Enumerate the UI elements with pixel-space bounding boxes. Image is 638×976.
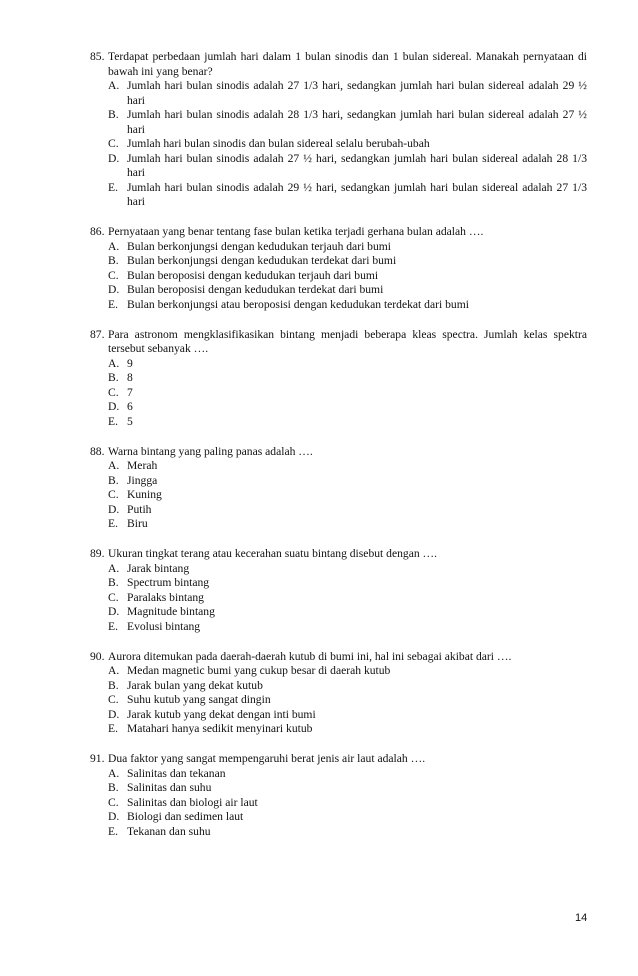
question-stem [90,445,587,460]
option-letter: C. [108,137,119,150]
option-letter: A. [108,356,120,370]
option-letter: C. [108,488,119,501]
option-e [108,298,587,313]
option-text: Jingga [127,473,158,487]
question-list [90,50,587,855]
option-e [108,825,587,840]
question-91 [90,752,587,839]
option-b [108,474,587,489]
option-letter: A. [108,239,120,253]
question-text: Pernyataan yang benar tentang fase bulan ketika terjadi gerhana bulan adalah …. [108,225,484,238]
option-text: Biru [127,517,148,530]
option-b [108,576,587,591]
option-b [108,254,587,269]
option-b [108,679,587,694]
option-b [108,108,587,137]
option-text: Matahari hanya sedikit menyinari kutub [127,722,313,735]
option-text: Salinitas dan suhu [127,781,212,794]
option-text: Tekanan dan suhu [127,824,211,838]
option-letter: A. [108,459,120,472]
option-letter: D. [108,810,120,823]
option-d [108,503,587,518]
option-letter: D. [108,400,120,413]
question-stem [90,225,587,240]
option-d [108,605,587,620]
option-e [108,181,587,210]
question-number: 85. [90,50,105,63]
question-86 [90,225,587,312]
question-stem [90,752,587,767]
option-text: Biologi dan sedimen laut [127,810,244,823]
option-letter: C. [108,590,119,604]
question-stem [90,547,587,562]
option-c [108,591,587,606]
option-text: Merah [127,459,158,472]
question-85 [90,50,587,210]
option-letter: E. [108,619,118,633]
option-text: 8 [127,371,133,384]
question-number: 88. [90,444,105,458]
option-text: Medan magnetic bumi yang cukup besar di daerah kutub [127,664,391,677]
option-c [108,269,587,284]
option-b [108,781,587,796]
option-text: 9 [127,356,133,370]
option-letter: C. [108,385,119,399]
option-text: Jumlah hari bulan sinodis adalah 27 ½ hari, sedangkan jumlah hari bulan sidereal adalah 28 1/3 hari [127,151,587,179]
option-letter: B. [108,781,119,794]
option-letter: C. [108,693,119,706]
option-letter: E. [108,297,118,311]
question-88 [90,445,587,532]
option-text: Salinitas dan tekanan [127,766,226,780]
option-a [108,240,587,255]
option-text: Bulan beroposisi dengan kedudukan terjauh dari bumi [127,268,379,282]
option-b [108,371,587,386]
option-text: Spectrum bintang [127,576,210,589]
option-c [108,693,587,708]
question-number: 90. [90,649,105,663]
question-87 [90,328,587,430]
option-letter: B. [108,678,119,692]
question-stem [90,650,587,665]
option-letter: B. [108,576,119,589]
question-text: Aurora ditemukan pada daerah-daerah kutub di bumi ini, hal ini sebagai akibat dari …. [108,649,512,663]
option-a [108,459,587,474]
option-a [108,79,587,108]
option-text: Kuning [127,488,162,501]
question-90 [90,650,587,737]
option-a [108,562,587,577]
option-text: Jumlah hari bulan sinodis adalah 29 ½ hari, sedangkan jumlah hari bulan sidereal adalah 27 1/3 hari [127,180,587,208]
option-a [108,664,587,679]
question-text: Dua faktor yang sangat mempengaruhi berat jenis air laut adalah …. [108,752,426,765]
option-letter: D. [108,605,120,618]
option-e [108,620,587,635]
option-text: 5 [127,414,133,428]
option-e [108,517,587,532]
option-letter: C. [108,268,119,282]
option-letter: D. [108,283,120,296]
option-e [108,722,587,737]
option-text: Jumlah hari bulan sinodis dan bulan sidereal selalu berubah-ubah [127,137,430,150]
option-text: Jarak bintang [127,561,190,575]
option-d [108,400,587,415]
question-text: Warna bintang yang paling panas adalah …. [108,444,313,458]
option-d [108,708,587,723]
question-number: 87. [90,327,105,341]
option-text: Bulan beroposisi dengan kedudukan terdekat dari bumi [127,283,384,296]
question-text: Ukuran tingkat terang atau kecerahan suatu bintang disebut dengan …. [108,547,438,560]
option-letter: E. [108,414,118,428]
option-c [108,137,587,152]
question-text: Para astronom mengklasifikasikan bintang menjadi beberapa kleas spectra. Jumlah kelas spektra tersebut sebanyak …. [108,327,587,355]
option-text: Putih [127,502,152,516]
option-letter: A. [108,561,120,575]
option-letter: D. [108,151,120,165]
option-letter: E. [108,517,118,530]
option-text: Bulan berkonjungsi dengan kedudukan terdekat dari bumi [127,254,397,267]
option-letter: E. [108,722,118,735]
option-letter: E. [108,824,118,838]
page-number: 14 [575,912,588,924]
option-letter: D. [108,707,120,721]
option-text: Bulan berkonjungsi atau beroposisi dengan kedudukan terdekat dari bumi [127,297,469,311]
option-text: 6 [127,400,133,413]
option-letter: A. [108,79,120,92]
option-letter: D. [108,502,120,516]
question-number: 91. [90,752,105,765]
option-d [108,810,587,825]
question-89 [90,547,587,634]
option-c [108,386,587,401]
option-letter: B. [108,254,119,267]
option-e [108,415,587,430]
option-c [108,488,587,503]
option-letter: E. [108,180,118,194]
option-text: Evolusi bintang [127,619,201,633]
question-stem [90,50,587,79]
option-letter: A. [108,766,120,780]
option-a [108,357,587,372]
option-d [108,152,587,181]
option-letter: A. [108,664,120,677]
option-text: Salinitas dan biologi air laut [127,795,258,809]
option-text: Paralaks bintang [127,590,204,604]
option-d [108,283,587,298]
option-letter: B. [108,371,119,384]
option-letter: B. [108,108,119,121]
option-text: 7 [127,385,133,399]
option-text: Bulan berkonjungsi dengan kedudukan terjauh dari bumi [127,239,392,253]
option-c [108,796,587,811]
option-text: Magnitude bintang [127,605,215,618]
option-text: Jarak kutub yang dekat dengan inti bumi [127,707,316,721]
option-a [108,767,587,782]
option-letter: C. [108,795,119,809]
question-text: Terdapat perbedaan jumlah hari dalam 1 bulan sinodis dan 1 bulan sidereal. Manakah pernyataan di bawah ini yang benar? [108,50,587,78]
option-text: Jarak bulan yang dekat kutub [127,678,263,692]
option-text: Suhu kutub yang sangat dingin [127,693,271,706]
question-number: 86. [90,225,105,238]
question-number: 89. [90,547,105,560]
option-text: Jumlah hari bulan sinodis adalah 27 1/3 hari, sedangkan jumlah hari bulan sidereal adalah 29 ½ hari [127,79,587,107]
option-text: Jumlah hari bulan sinodis adalah 28 1/3 hari, sedangkan jumlah hari bulan sidereal adalah 27 ½ hari [127,108,587,136]
question-stem [90,328,587,357]
option-letter: B. [108,473,119,487]
